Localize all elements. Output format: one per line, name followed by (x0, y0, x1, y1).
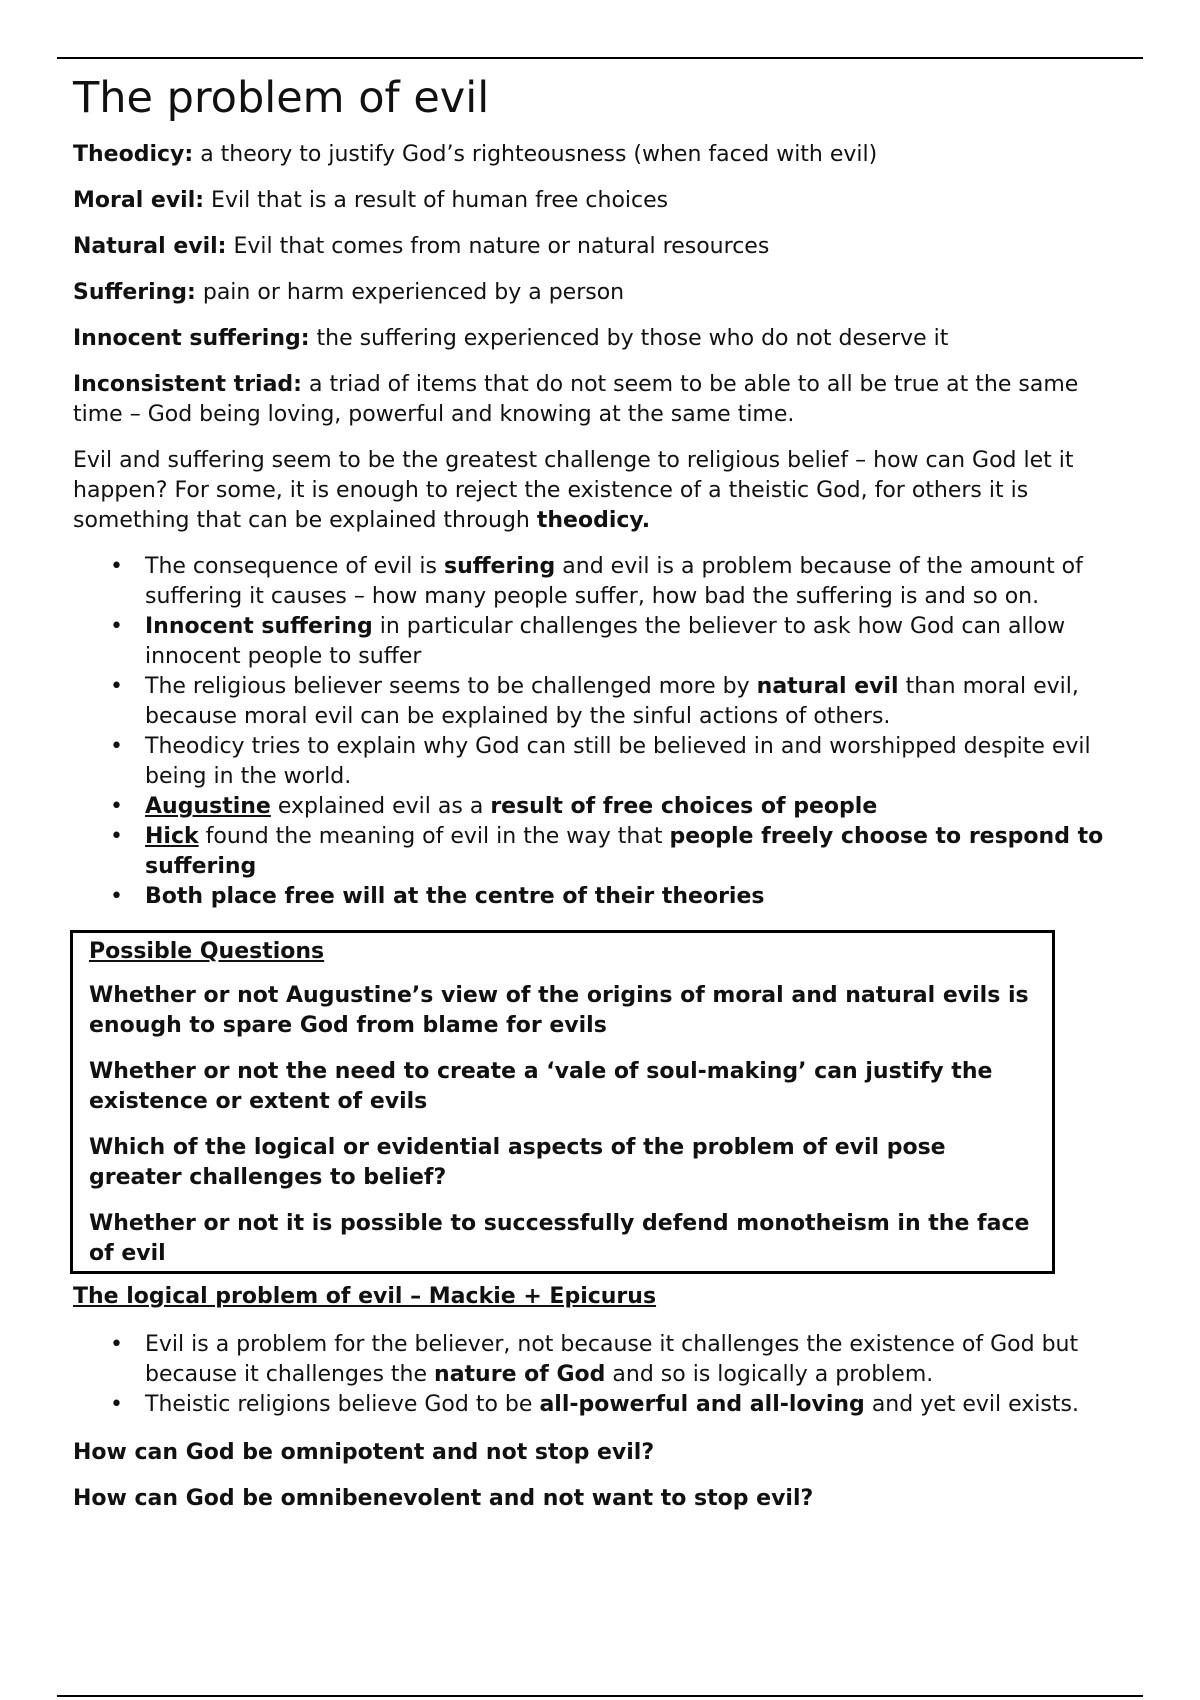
bullet-dot-icon: • (110, 884, 123, 909)
definition-text: a triad of items that do not seem to be able to all be true at the same time – God being loving, powerful and knowing at the same time. (73, 372, 1079, 427)
definition-term: Inconsistent triad: (73, 372, 302, 397)
bullet-dot-icon: • (110, 734, 123, 759)
definition-term: Natural evil: (73, 234, 227, 259)
top-rule (57, 57, 1143, 59)
bullet-bold: result of free choices of people (490, 794, 878, 819)
intro-text: Evil and suffering seem to be the greatest challenge to religious belief – how can God let it happen? For some, it is enough to reject the existence of a theistic God, for others it is something that can be explained through (73, 448, 1074, 533)
bullet-dot-icon: • (110, 1332, 123, 1357)
definition-text: pain or harm experienced by a person (202, 280, 625, 305)
possible-questions-title: Possible Questions (89, 939, 325, 964)
bullet-text: and yet evil exists. (871, 1392, 1079, 1417)
logical-problem-heading: The logical problem of evil – Mackie + Epicurus (73, 1284, 657, 1309)
bullet-text: in particular challenges the believer to ask how God can allow innocent people to suffer (145, 614, 1066, 669)
bullet-text: The religious believer seems to be challenged more by (145, 674, 750, 699)
definition-theodicy (73, 140, 1133, 170)
list-item (110, 672, 1133, 732)
bullet-bold: Both place free will at the centre of their theories (145, 884, 765, 909)
document-body (73, 70, 1133, 1530)
bullet-bold: natural evil (756, 674, 899, 699)
definition-inconsistent-triad (73, 370, 1133, 430)
list-item (110, 882, 1133, 912)
intro-paragraph (73, 446, 1133, 536)
definition-text: a theory to justify God’s righteousness (when faced with evil) (200, 142, 878, 167)
list-item (110, 1330, 1133, 1390)
definition-term: Suffering: (73, 280, 196, 305)
bullet-text: explained evil as a (277, 794, 484, 819)
definition-moral-evil (73, 186, 1133, 216)
bullet-text: The consequence of evil is (145, 554, 437, 579)
bullet-bold: all-powerful and all-loving (539, 1392, 865, 1417)
bullet-text: Theistic religions believe God to be (145, 1392, 533, 1417)
definition-natural-evil (73, 232, 1133, 262)
bullet-bold-underlined: Hick (145, 824, 199, 849)
bullet-bold: people freely choose to respond to suffering (145, 824, 1104, 879)
logical-problem-list (73, 1330, 1133, 1420)
bullet-dot-icon: • (110, 554, 123, 579)
bullet-bold-underlined: Augustine (145, 794, 271, 819)
bullet-text: Evil is a problem for the believer, not because it challenges the existence of God but because it challenges the (145, 1332, 1079, 1387)
list-item (110, 792, 1133, 822)
bullet-text: Theodicy tries to explain why God can still be believed in and worshipped despite evil being in the world. (145, 734, 1091, 789)
possible-question: Which of the logical or evidential aspects of the problem of evil pose greater challenges to belief? (89, 1135, 946, 1190)
definition-innocent-suffering (73, 324, 1133, 354)
list-item (110, 1390, 1133, 1420)
list-item (110, 732, 1133, 792)
possible-questions-box (70, 930, 1055, 1274)
definition-text: Evil that comes from nature or natural resources (233, 234, 770, 259)
bullet-text: and so is logically a problem. (612, 1362, 934, 1387)
logical-question: How can God be omnipotent and not stop evil? (73, 1440, 655, 1465)
bullet-dot-icon: • (110, 674, 123, 699)
bullet-dot-icon: • (110, 614, 123, 639)
definition-term: Innocent suffering: (73, 326, 310, 351)
key-points-list (73, 552, 1133, 912)
bullet-dot-icon: • (110, 1392, 123, 1417)
definition-term: Moral evil: (73, 188, 205, 213)
bullet-dot-icon: • (110, 794, 123, 819)
definition-text: Evil that is a result of human free choices (211, 188, 669, 213)
page-title: The problem of evil (73, 73, 490, 123)
bullet-text: and evil is a problem because of the amount of suffering it causes – how many people suffer, how bad the suffering is and so on. (145, 554, 1083, 609)
bottom-rule (57, 1695, 1143, 1697)
bullet-bold: Innocent suffering (145, 614, 373, 639)
bullet-bold: suffering (443, 554, 556, 579)
list-item (110, 612, 1133, 672)
intro-bold: theodicy. (536, 508, 651, 533)
bullet-dot-icon: • (110, 824, 123, 849)
logical-question: How can God be omnibenevolent and not want to stop evil? (73, 1486, 814, 1511)
bullet-bold: nature of God (434, 1362, 606, 1387)
definition-text: the suffering experienced by those who do not deserve it (316, 326, 949, 351)
bullet-text: than moral evil, because moral evil can be explained by the sinful actions of others. (145, 674, 1079, 729)
definition-term: Theodicy: (73, 142, 194, 167)
bullet-text: found the meaning of evil in the way that (205, 824, 663, 849)
list-item (110, 552, 1133, 612)
definition-suffering (73, 278, 1133, 308)
list-item (110, 822, 1133, 882)
possible-question: Whether or not Augustine’s view of the origins of moral and natural evils is enough to spare God from blame for evils (89, 983, 1029, 1038)
possible-question: Whether or not the need to create a ‘vale of soul-making’ can justify the existence or extent of evils (89, 1059, 993, 1114)
possible-question: Whether or not it is possible to successfully defend monotheism in the face of evil (89, 1211, 1030, 1266)
